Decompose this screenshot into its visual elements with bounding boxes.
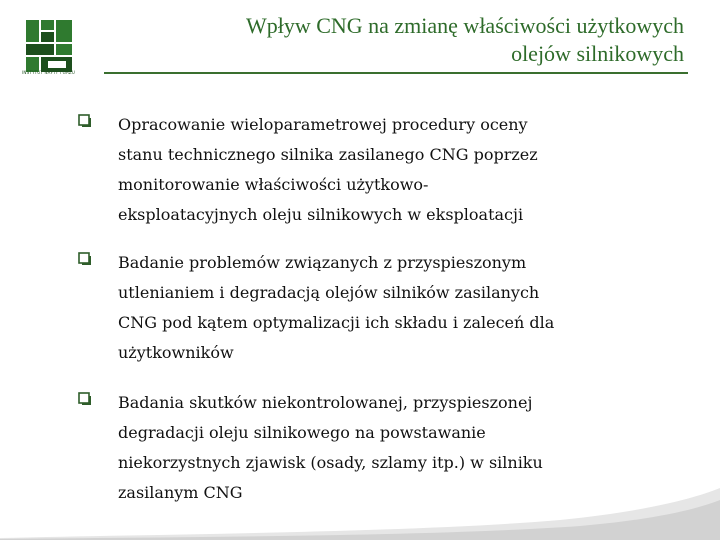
bullet-line: stanu technicznego silnika zasilanego CNG poprzez [118,145,538,164]
bullet-line: monitorowanie właściwości użytkowo- [118,175,429,194]
bullet-text [118,248,678,368]
bullet-line: użytkowników [118,343,234,362]
square-bullet-icon [78,252,92,266]
square-bullet-icon [78,114,92,128]
title-line-1: Wpływ CNG na zmianę właściwości użytkowych [245,13,684,38]
institute-logo [24,18,74,74]
decorative-wave [0,480,720,540]
bullet-line: Opracowanie wieloparametrowej procedury oceny [118,115,528,134]
slide-title [124,12,684,68]
bullet-line: Badanie problemów związanych z przyspieszonym [118,253,527,272]
bullet-line: degradacji oleju silnikowego na powstawanie [118,423,486,442]
bullet-line: utlenianiem i degradacją olejów silników zasilanych [118,283,540,302]
square-bullet-icon [78,392,92,406]
bullet-line: niekorzystnych zjawisk (osady, szlamy itp.) w silniku [118,453,543,472]
bullet-line: eksploatacyjnych oleju silnikowych w eksploatacji [118,205,524,224]
title-underline [104,72,688,74]
bullet-line: Badania skutków niekontrolowanej, przyspieszonej [118,393,533,412]
title-line-2: olejów silnikowych [511,41,684,66]
logo-caption: INSTYTUT NAFTY I GAZU [22,70,75,75]
bullet-line: CNG pod kątem optymalizacji ich składu i zaleceń dla [118,313,555,332]
bullet-line: zasilanym CNG [118,483,243,502]
bullet-text [118,110,678,230]
